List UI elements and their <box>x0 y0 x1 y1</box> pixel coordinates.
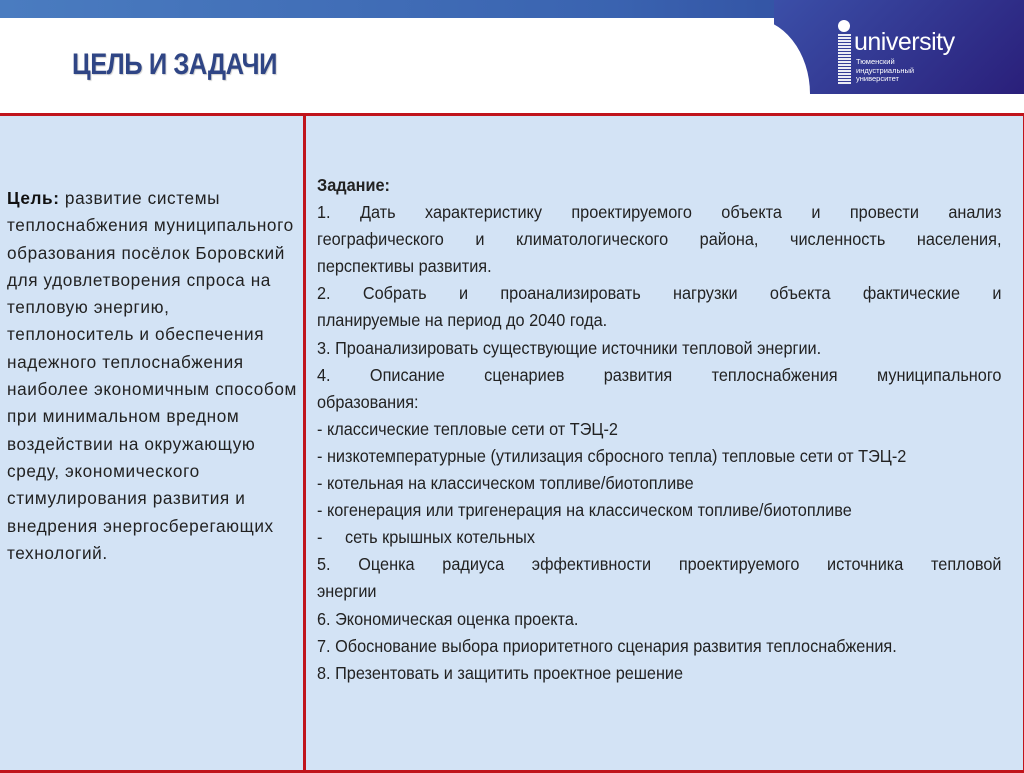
logo-subtitle <box>856 58 914 84</box>
globe-icon <box>838 20 850 32</box>
task-line: перспективы развития. <box>317 256 492 277</box>
task-line: 4. Описание сценариев развития теплоснабжения муниципального <box>317 364 1002 385</box>
task-line: 3. Проанализировать существующие источники тепловой энергии. <box>317 337 822 358</box>
task-line: образования: <box>317 391 419 412</box>
page-title: ЦЕЛЬ И ЗАДАЧИ <box>72 48 278 81</box>
task-line: - классические тепловые сети от ТЭЦ-2 <box>317 418 618 439</box>
task-line: - сеть крышных котельных <box>317 527 535 548</box>
task-line: - когенерация или тригенерация на классическом топливе/биотопливе <box>317 500 852 521</box>
task-line: планируемые на период до 2040 года. <box>317 310 608 331</box>
task-line: - котельная на классическом топливе/биотопливе <box>317 473 694 494</box>
task-line: 5. Оценка радиуса эффективности проектируемого источника тепловой <box>317 554 1002 575</box>
logo-sub-line: Тюменский <box>856 57 895 66</box>
goal-body: развитие системы теплоснабжения муниципального образования посёлок Боровский для удовлетворения спроса на тепловую энергию, теплоноситель и обеспечения надежного теплоснабжения наиболее экономичным способом при минимальном вредном воздействии на окружающую среду, экономического стимулирования развития и внедрения энергосберегающих технологий. <box>7 188 297 563</box>
goal-label: Цель: <box>7 188 60 208</box>
task-line: 8. Презентовать и защитить проектное решение <box>317 662 684 683</box>
logo-bars-icon <box>838 34 851 84</box>
tasks-list <box>317 172 1001 687</box>
task-line: 2. Собрать и проанализировать нагрузки объекта фактические и <box>317 283 1002 304</box>
logo-sub-line: университет <box>856 74 899 83</box>
goal-text <box>7 185 297 567</box>
task-line: 7. Обоснование выбора приоритетного сценария развития теплоснабжения. <box>317 635 897 656</box>
task-line: - низкотемпературные (утилизация сбросного тепла) тепловые сети от ТЭЦ-2 <box>317 445 907 466</box>
tasks-heading: Задание: <box>317 175 390 195</box>
logo-word: university <box>854 28 955 56</box>
logo-sub-line: индустриальный <box>856 65 915 75</box>
task-line: 6. Экономическая оценка проекта. <box>317 608 579 629</box>
university-logo <box>838 20 1018 90</box>
task-line: энергии <box>317 581 377 602</box>
task-line: географического и климатологического района, численность населения, <box>317 229 1002 250</box>
task-line: 1. Дать характеристику проектируемого объекта и провести анализ <box>317 202 1002 223</box>
